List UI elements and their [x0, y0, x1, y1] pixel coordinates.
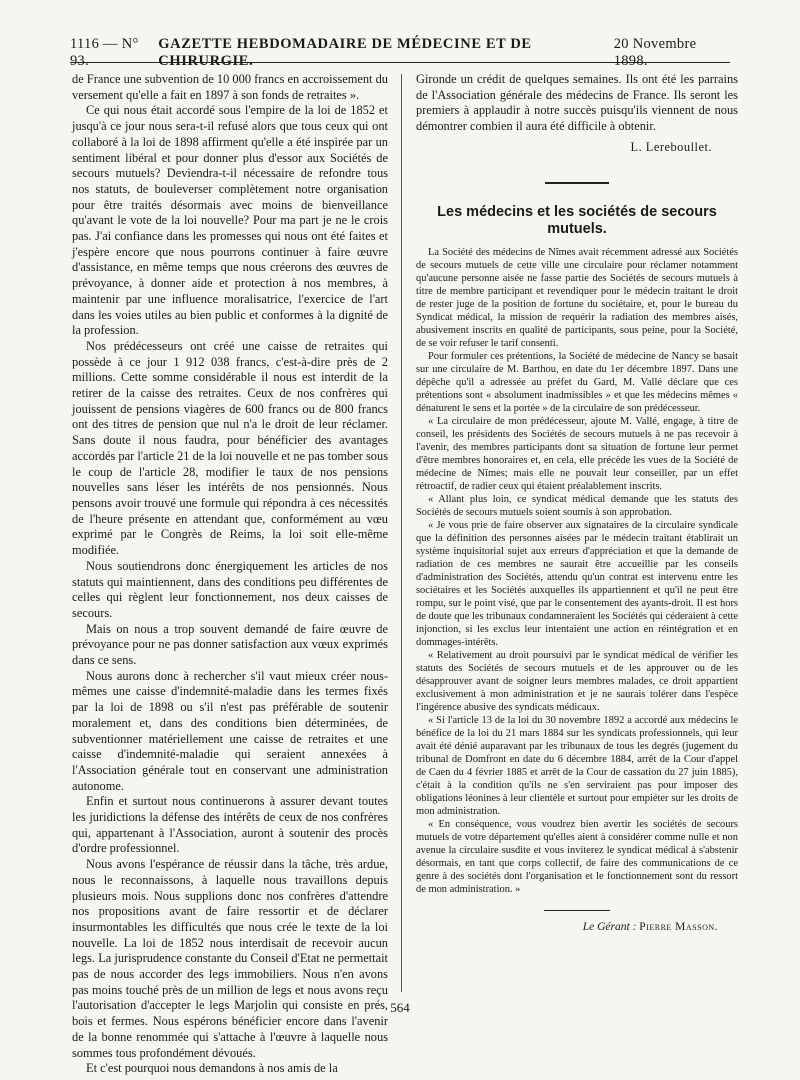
closing-rule	[544, 910, 610, 911]
paragraph: Mais on nous a trop souvent demandé de faire œuvre de prévoyance pour ne pas donner satisfaction aux vœux exprimés dans ce sens.	[72, 621, 388, 668]
paragraph: La Société des médecins de Nîmes avait récemment adressé aux Sociétés de secours mutuels de cette ville une circulaire pour réclamer notamment qu'aucune personne aisée ne fasse partie des Sociétés de secours mutuels à titre de membre participant et revendiquer pour le médecin traitant le droit de rester juge de la position de fortune du sociétaire, et, pour le bureau du Syndicat médical, la mission de requérir la radiation des membres aisés, abusivement inscrits en qualité de participants, sous peine, pour la Société, de se voir refuser le tarif consenti.	[416, 246, 738, 349]
gerant-label: Le Gérant :	[582, 920, 637, 933]
publication-title: GAZETTE HEBDOMADAIRE DE MÉDECINE ET DE CHIRURGIE.	[158, 36, 532, 69]
paragraph: Et c'est pourquoi nous demandons à nos amis de la	[86, 1061, 338, 1076]
gerant-name: Pierre Masson.	[639, 920, 718, 933]
header-rule	[70, 62, 730, 63]
paragraph: « En conséquence, vous voudrez bien avertir les sociétés de secours mutuels de votre département qu'elles aient à considérer comme nulle et non avenue la circulaire susdite et vous inviterez le syndicat médical à s'abstenir désormais, en tant que corps collectif, de faire des communications de ce genre à des sociétés dont l'organisation et le fonctionnement sont du ressort de mon administration. »	[416, 818, 738, 895]
paragraph: Ce qui nous était accordé sous l'empire de la loi de 1852 et jusqu'à ce jour nous sera-t-il refusé alors que tous ceux qui ont collaboré à la loi de 1898 affirment qu'elle a été inspirée par un sentiment libéral et pour donner plus d'essor aux Sociétés de secours mutuels? Deviendra-t-il nécessaire de refondre tous nos statuts, de bouleverser complètement notre organisation pour être traités désormais avec moins de bienveillance qu'avant le vote de la loi nouvelle? Pour ma part je ne le crois pas. J'ai confiance dans les promesses qui nous ont été faites et j'espère encore que nous pourrons continuer à faire œuvre d'assistance, en même temps que nous créerons des œuvres de prévoyance, à donner aide et protection à nos membres, à maintenir par une influence moralisatrice, l'exercice de l'art dans les voies utiles au bien public et conformes à la dignité de la profession.	[72, 103, 388, 338]
paragraph: Gironde un crédit de quelques semaines. Ils ont été les parrains de l'Association générale des médecins de France. Ils seront les premiers à applaudir à notre succès puisqu'ils viennent de nous démontrer combien il aura été difficile à obtenir.	[416, 72, 738, 133]
paragraph: « Relativement au droit poursuivi par le syndicat médical de vérifier les statuts des Sociétés de secours mutuels et de les approuver ou de les désapprouver avant de soigner leurs membres malades, ce droit appartient exclusivement à mon administration et je ne saurais tolérer dans l'espèce l'ingérence abusive des syndicats médicaux.	[416, 649, 738, 713]
paragraph: « La circulaire de mon prédécesseur, ajoute M. Vallé, engage, à titre de conseil, les présidents des Sociétés de secours mutuels à ne pas recevoir à l'avenir, des membres participants dont sa situation de fortune leur permet d'être membres honoraires et, en cela, elle précède les vues de la Société de médecine de Nîmes; mais elle ne pouvait leur conseiller, par un effet rétroactif, de radier ceux qui étaient préalablement inscrits.	[416, 415, 738, 492]
article-title: Les médecins et les sociétés de secours mutuels.	[437, 203, 717, 237]
paragraph: Nos prédécesseurs ont créé une caisse de retraites qui possède à ce jour 1 912 038 francs, c'est-à-dire près de 2 millions. Cette somme considérable il nous est interdit de la retirer de la caisse des retraites. Ceux de nos confrères qui jouissent de pensions viagères de 600 francs ou de 800 francs ont des titres de pension que nul n'a le droit de leur réclamer. Sans doute il nous faudra, pour bénéficier des avantages accordés par l'article 21 de la loi nouvelle et ne pas tomber sous le coup de l'article 28, modifier le taux de nos pensions nouvelles sans léser les intérêts de nos pensionnés. Nous pensons avoir trouvé une formule qui répondra à ces nécessités de l'heure présente en attendant que, conformément au vœu exprimé par le Congrès de Reims, la loi soit elle-même modifiée.	[72, 338, 389, 558]
section-separator	[545, 182, 609, 184]
page-number: 564	[390, 1000, 410, 1015]
paragraph: Pour formuler ces prétentions, la Société de médecine de Nancy se basait sur une circulaire de M. Barthou, en date du 1er décembre 1897. Dans une dépêche qu'il a adressée au préfet du Gard, M. Vallé déclare que ces prétentions sont « absolument inadmissibles » et que les médecins mêmes « dénaturent le sens et la portée » de la circulaire de son prédécesseur.	[416, 350, 738, 414]
issue-date: 20 Novembre 1898.	[613, 36, 697, 69]
paragraph: Nous soutiendrons donc énergiquement les articles de nos statuts qui maintiennent, dans des conditions peu différentes de celles qui règlent leur fonctionnement, nos deux caisses de secours.	[72, 558, 388, 620]
left-column	[72, 72, 388, 1077]
column-divider	[401, 74, 402, 992]
right-column	[416, 72, 738, 933]
page-issue-number: 1116 — N° 93.	[70, 36, 139, 69]
article	[416, 204, 738, 896]
paragraph: Nous aurons donc à rechercher s'il vaut mieux créer nous-mêmes une caisse d'indemnité-maladie dans les termes fixés par la loi de 1898 ou s'il n'est pas préférable de soutenir moralement et, dans des conditions bien déterminées, de subventionner matériellement une caisse de retraites et une caisse d'indemnité-maladie qui seraient annexées à l'Association générale tout en conservant une administration autonome.	[72, 668, 388, 793]
author-signature: L. Lereboullet.	[630, 140, 712, 154]
paragraph: Enfin et surtout nous continuerons à assurer devant toutes les juridictions la défense des intérêts de ceux de nos confrères qui, appartenant à l'Association, auront à soutenir des procès d'ordre professionnel.	[72, 794, 388, 856]
paragraph: « Allant plus loin, ce syndicat médical demande que les statuts des Sociétés de secours mutuels soient soumis à son approbation.	[416, 493, 738, 518]
page-header	[70, 36, 730, 69]
paragraph: « Si l'article 13 de la loi du 30 novembre 1892 a accordé aux médecins le bénéfice de la loi du 21 mars 1884 sur les syndicats professionnels, qui leur avait été dénié auparavant par les tribunaux de tous les degrés (jugement du tribunal de Domfront en date du 6 décembre 1884, arrêt de la Cour d'appel de Caen du 4 février 1885 et arrêt de la Cour de cassation du 27 juin 1885), c'était à la condition qu'ils ne s'en serviraient pas pour imposer des obligations léonines à leur clientèle et surtout pour empiéter sur les droits de mon administration.	[416, 714, 738, 817]
publisher-line	[416, 921, 738, 933]
paragraph: Nous avons l'espérance de réussir dans la tâche, très ardue, nous le reconnaissons, à laquelle nous travaillons depuis plusieurs mois. Nous supplions donc nos confrères d'attendre nos propositions avant de faire ressortir et de déclarer insurmontables les difficultés que nous crée le texte de la loi nouvelle. La loi de 1852 nous interdisait de recevoir aucun legs. La jurisprudence constante du Conseil d'Etat ne permettait pas de nous accorder des legs immobiliers. Nous n'en avons pas moins touché près de un million de legs et nous avons reçu l'autorisation d'accepter le legs Marjolin qui consiste en prés, bois et fermes. Nous espérons bénéficier encore dans l'avenir de la bonne renommée qui s'attache à l'œuvre à laquelle nous sommes tous profondément dévoués.	[72, 857, 388, 1060]
continued-article	[416, 72, 738, 156]
paragraph: « Je vous prie de faire observer aux signataires de la circulaire syndicale que la définition des personnes aisées par le médecin traitant établirait un système inquisitorial sujet aux erreurs d'appréciation et que la demande de radiation de ces membres ne saurait être accueillie par les conseils d'administration des Sociétés, attendu qu'un contrat est intervenu entre les sociétaires et les Sociétés auxquelles ils appartiennent et qu'il ne peut être rompu, sur le point visé, que par le consentement des ayants-droit. Il est hors de doute que les tribunaux condamneraient les Sociétés qui céderaient à cette injonction, si les exclus leur intentaient une action en réintégration et en dommages-intérêts.	[416, 519, 738, 648]
paragraph: de France une subvention de 10 000 francs en accroissement du versement qu'elle a fait en 1897 à son fonds de retraites ».	[72, 72, 388, 102]
